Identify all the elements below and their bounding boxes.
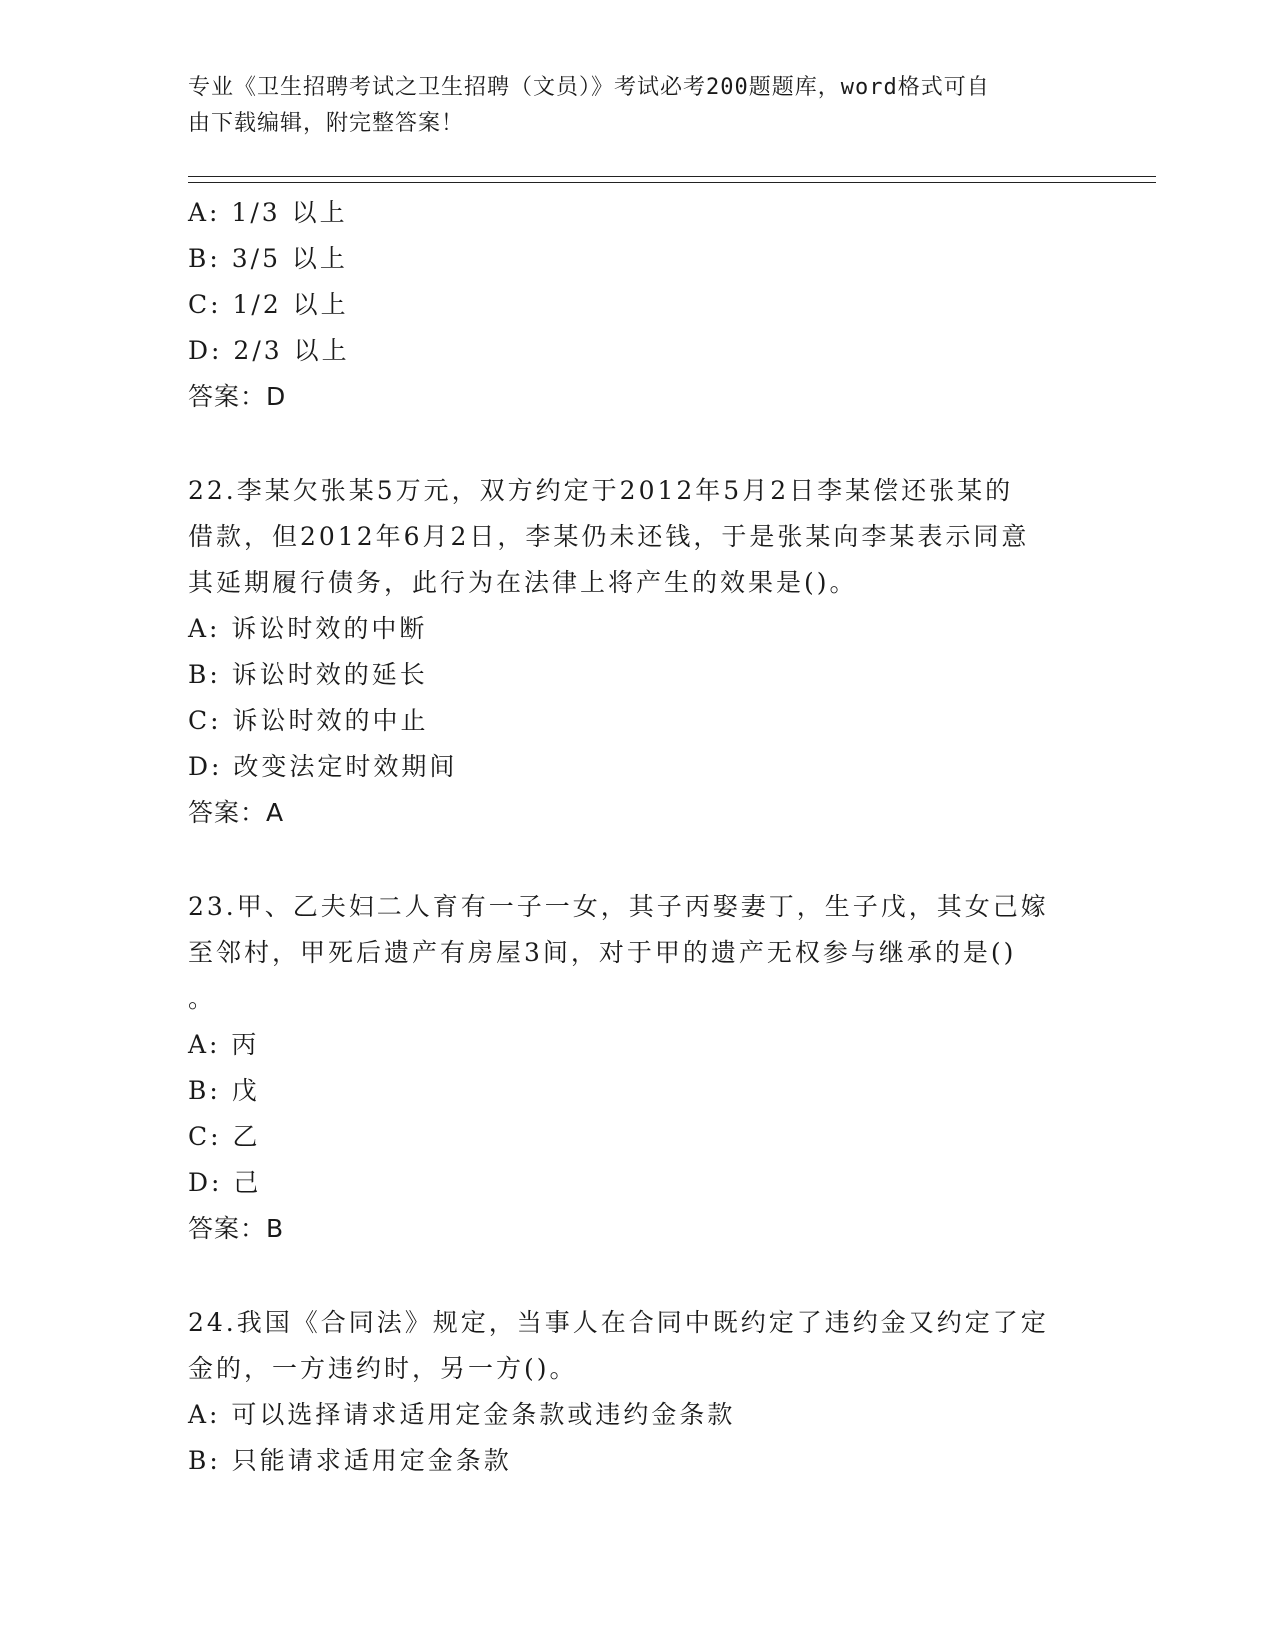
spacer [188, 836, 1088, 884]
option-b: B: 只能请求适用定金条款 [188, 1446, 512, 1475]
document-body [188, 190, 1088, 1484]
question-stem-line: 其延期履行债务，此行为在法律上将产生的效果是()。 [188, 568, 858, 597]
option-b: B: 3/5 以上 [188, 244, 348, 273]
question-stem-line: 金的，一方违约时，另一方()。 [188, 1354, 578, 1383]
option-d: D: 2/3 以上 [188, 336, 350, 365]
document-header [188, 70, 1068, 142]
question-22 [188, 468, 1088, 836]
option-c: C: 乙 [188, 1122, 261, 1151]
spacer [188, 1252, 1088, 1300]
header-divider-bottom [188, 182, 1156, 183]
question-stem-line: 。 [188, 984, 217, 1013]
question-stem-line: 23.甲、乙夫妇二人育有一子一女，其子丙娶妻丁，生子戊，其女己嫁 [188, 892, 1049, 921]
option-c: C: 诉讼时效的中止 [188, 706, 429, 735]
answer: 答案：A [188, 798, 285, 827]
spacer [188, 420, 1088, 468]
option-b: B: 诉讼时效的延长 [188, 660, 428, 689]
question-stem-line: 至邻村，甲死后遗产有房屋3间，对于甲的遗产无权参与继承的是() [188, 938, 1017, 967]
option-a: A: 1/3 以上 [188, 198, 348, 227]
header-divider-top [188, 176, 1156, 177]
question-stem-line: 22.李某欠张某5万元，双方约定于2012年5月2日李某偿还张某的 [188, 476, 1014, 505]
question-stem-line: 借款，但2012年6月2日，李某仍未还钱，于是张某向李某表示同意 [188, 522, 1030, 551]
option-a: A: 可以选择请求适用定金条款或违约金条款 [188, 1400, 736, 1429]
question-24 [188, 1300, 1088, 1484]
option-a: A: 诉讼时效的中断 [188, 614, 428, 643]
answer: 答案：B [188, 1214, 285, 1243]
question-21 [188, 190, 1088, 420]
option-b: B: 戊 [188, 1076, 260, 1105]
option-a: A: 丙 [188, 1030, 260, 1059]
option-d: D: 己 [188, 1168, 262, 1197]
option-c: C: 1/2 以上 [188, 290, 349, 319]
option-d: D: 改变法定时效期间 [188, 752, 458, 781]
answer: 答案：D [188, 382, 287, 411]
header-line-2: 由下载编辑，附完整答案！ [188, 111, 465, 136]
question-23 [188, 884, 1088, 1252]
header-line-1: 专业《卫生招聘考试之卫生招聘（文员）》考试必考200题题库，word格式可自 [188, 75, 990, 100]
question-stem-line: 24.我国《合同法》规定，当事人在合同中既约定了违约金又约定了定 [188, 1308, 1049, 1337]
